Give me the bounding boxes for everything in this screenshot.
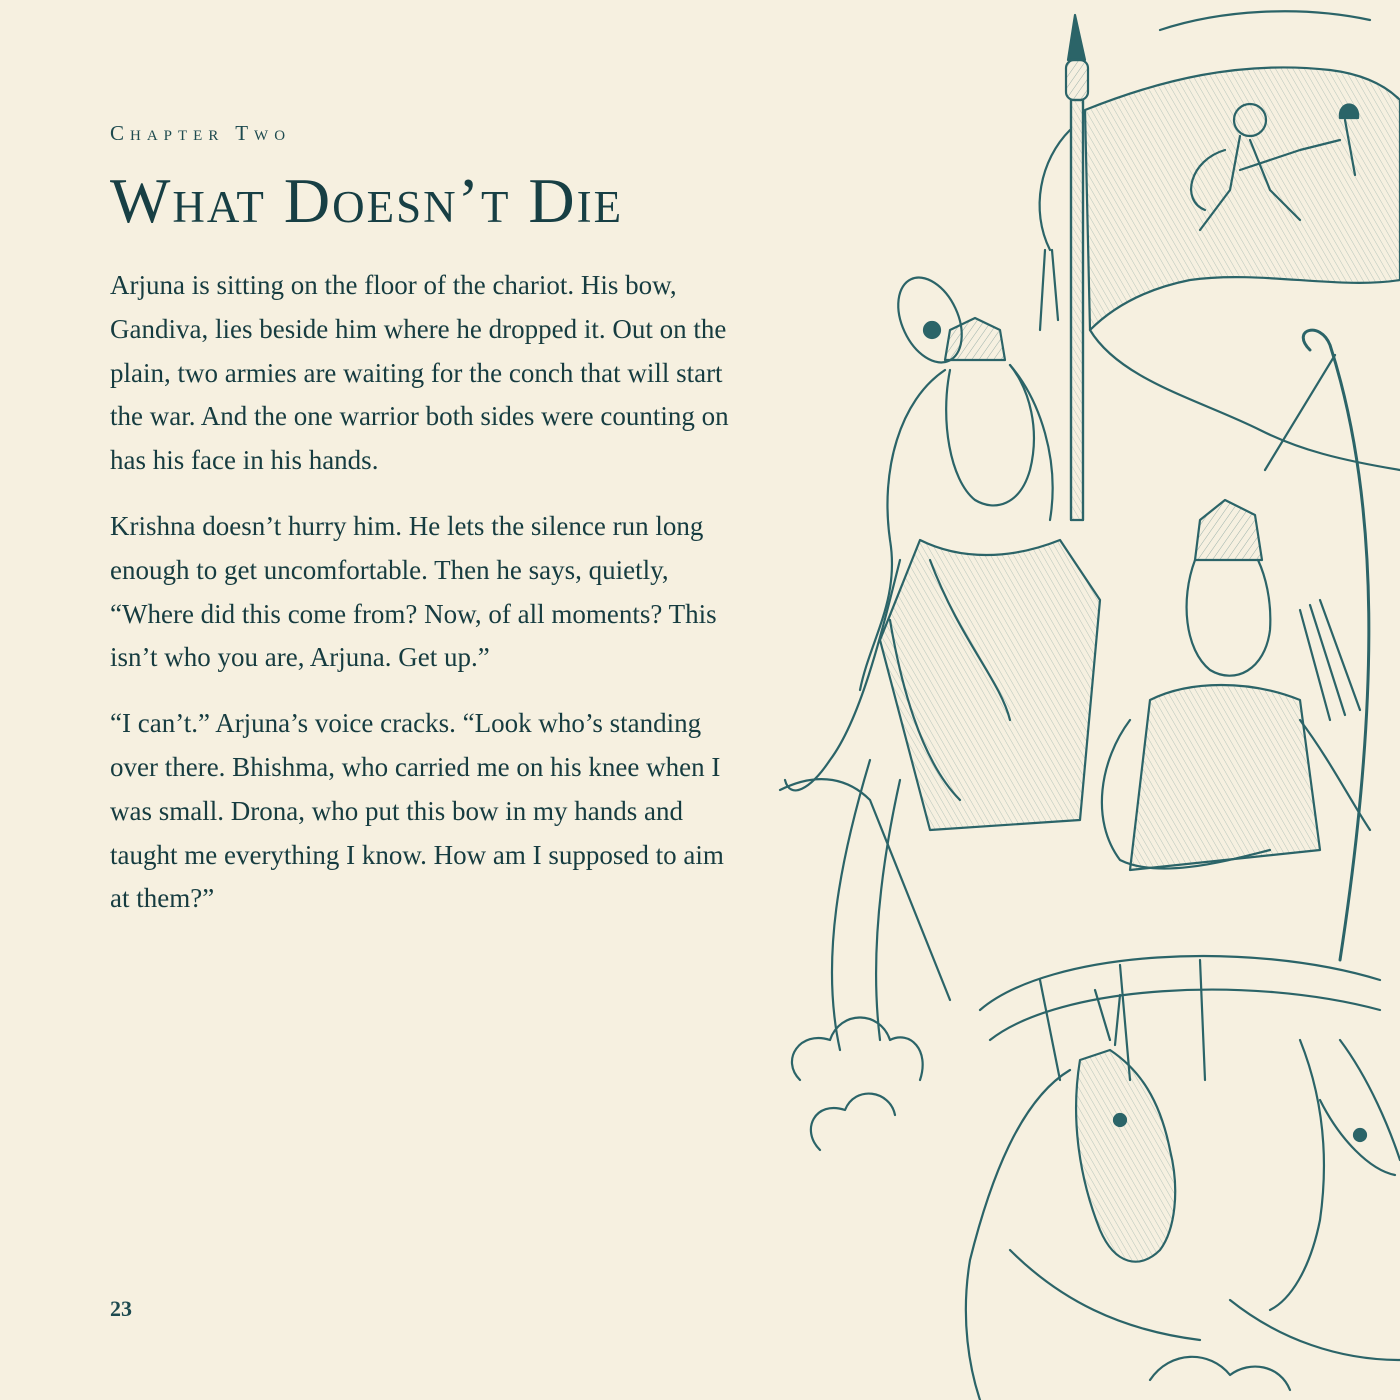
chariot-illustration bbox=[760, 0, 1400, 1400]
chapter-title: What Doesn’t Die bbox=[110, 165, 624, 236]
chariot-wheel bbox=[980, 956, 1380, 1080]
krishna-figure bbox=[780, 267, 1100, 1050]
arjuna-figure bbox=[1102, 330, 1370, 960]
banner-with-hanuman bbox=[1085, 11, 1400, 470]
text-column bbox=[110, 118, 750, 921]
horses bbox=[966, 990, 1400, 1400]
page-number: 23 bbox=[110, 1296, 132, 1321]
paragraph-2: Krishna doesn’t hurry him. He lets the silence run long enough to get uncomfortable. Then he says, quietly, “Where did this come from? Now, of all moments? This isn’t who you are, Arjuna. Get up.” bbox=[110, 510, 717, 673]
paragraph-3: “I can’t.” Arjuna’s voice cracks. “Look who’s standing over there. Bhishma, who carried me on his knee when I was small. Drona, who put this bow in my hands and taught me everything I know. How am I supposed to aim at them?” bbox=[110, 708, 724, 914]
chapter-label: Chapter Two bbox=[110, 121, 292, 145]
clouds bbox=[792, 1018, 1290, 1391]
paragraph-1: Arjuna is sitting on the floor of the chariot. His bow, Gandiva, lies beside him where he dropped it. Out on the plain, two armies are waiting for the conch that will start the war. And the one warrior both sides were counting on has his face in his hands. bbox=[110, 270, 729, 476]
